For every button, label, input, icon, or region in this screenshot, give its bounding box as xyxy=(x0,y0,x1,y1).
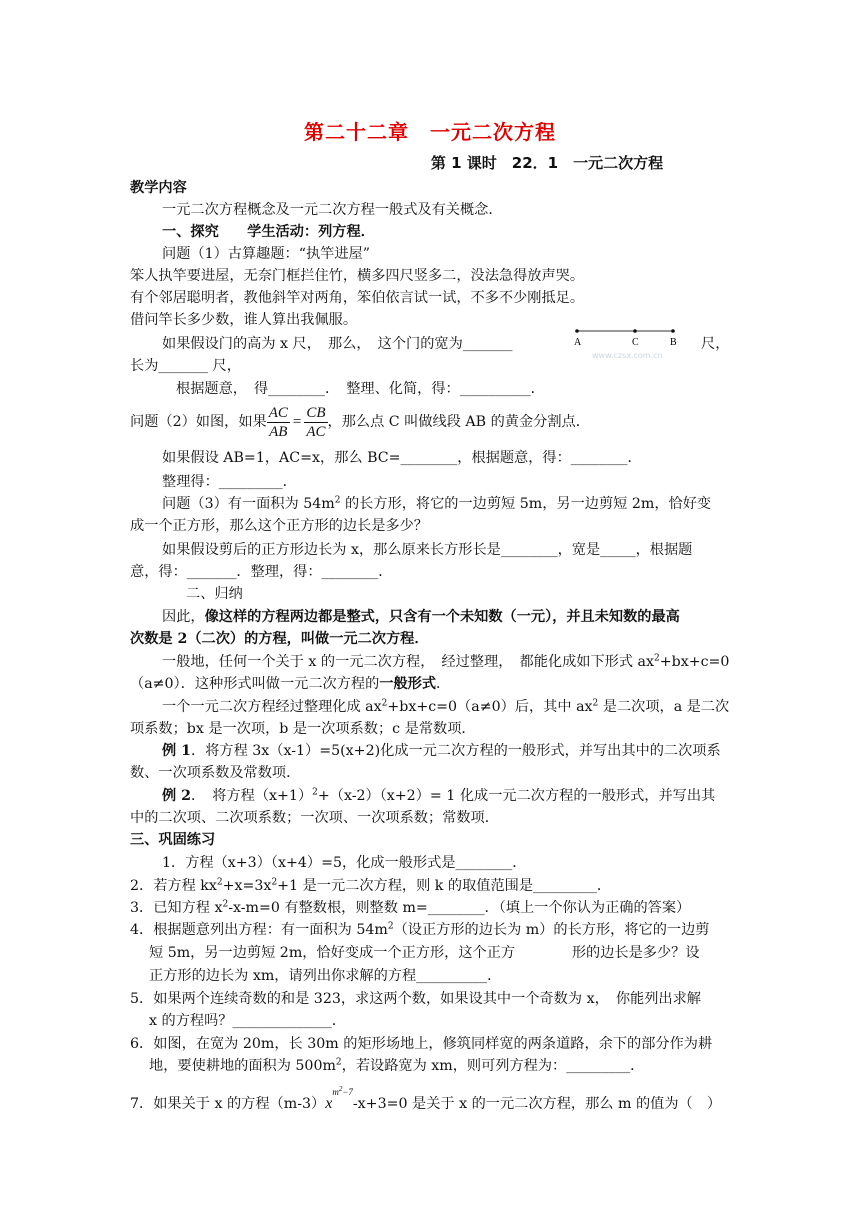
text: 4．根据题意列出方程：有一面积为 54m xyxy=(130,922,388,938)
example xyxy=(162,786,762,806)
lesson-subtitle: 第 1 课时 22．1 一元二次方程 xyxy=(430,154,664,172)
paragraph: 一元二次方程概念及一元二次方程一般式及有关概念． xyxy=(162,202,503,218)
text: -x+3=0 是关于 x 的一元二次方程，那么 m 的值为（ ） xyxy=(352,1096,722,1112)
superscript: 2 xyxy=(381,698,388,709)
superscript: 2 xyxy=(334,495,341,506)
section-heading: 三、巩固练习 xyxy=(130,832,216,848)
exercise-7 xyxy=(130,1085,730,1116)
paragraph: 有个邻居聪明者，教他斜竿对两角，笨伯依言试一试，不多不少刚抵足。 xyxy=(130,290,585,306)
paragraph xyxy=(130,400,730,444)
paragraph: 借问竿长多少数，谁人算出我佩服。 xyxy=(130,312,358,328)
math-exponent: m xyxy=(332,1087,339,1098)
exercise-6: 6．如图，在宽为 20m，长 30m 的矩形场地上，修筑同样宽的两条道路，余下的部分作为耕 xyxy=(130,1036,713,1052)
text: 2．若方程 kx xyxy=(130,878,217,894)
exercise-4-cont: 短 5m，另一边剪短 2m，恰好变成一个正方形，这个正方 形的边长是多少？设 xyxy=(149,945,700,961)
paragraph: 如果假设剪后的正方形边长为 x，那么原来长方形长是________，宽是_____，根据题 xyxy=(162,542,693,558)
fraction-ac-ab xyxy=(267,404,290,441)
paragraph xyxy=(162,652,762,672)
text: ，若设路宽为 xm，则可列方程为：_________． xyxy=(341,1058,645,1074)
example-label: 例 1 xyxy=(162,743,191,759)
text: 问题（3）有一面积为 54m xyxy=(162,496,335,512)
text: （设正方形的边长为 m）的长方形，将它的一边剪 xyxy=(393,922,710,938)
section-heading: 教学内容 xyxy=(130,180,187,196)
denominator: AB xyxy=(269,423,288,440)
paragraph: 数、一次项系数及常数项． xyxy=(130,765,301,781)
paragraph xyxy=(162,697,762,717)
paragraph: 长为_______ 尺， xyxy=(130,358,241,374)
exercise-3 xyxy=(130,898,730,918)
paragraph: 如果假设 AB=1，AC=x，那么 BC=________，根据题意，得：________． xyxy=(162,450,642,466)
text: 地，要使耕地的面积为 500m xyxy=(149,1058,336,1074)
point-c-label: C xyxy=(632,337,639,348)
exercise-5-cont: x 的方程吗？______________． xyxy=(149,1013,346,1029)
text: +bx+c=0 xyxy=(659,654,730,670)
paragraph: 中的二次项、二次项系数；一次项、一次项系数；常数项． xyxy=(130,810,499,826)
watermark: www.czsx.com.cn xyxy=(592,351,663,360)
superscript: 2 xyxy=(312,787,318,798)
section-heading xyxy=(162,222,762,242)
superscript: 2 xyxy=(222,899,229,910)
exercise-5: 5．如果两个连续奇数的和是 323，求这两个数，如果设其中一个奇数为 x， 你能列出求解 xyxy=(130,991,701,1007)
paragraph: 问题（1）古算趣题：“执竿进屋” xyxy=(162,246,370,262)
numerator: CB xyxy=(306,404,326,421)
text: 是二次项，a 是二次 xyxy=(598,699,730,715)
term-general-form: 一般形式 xyxy=(379,676,437,692)
superscript: 2 xyxy=(216,877,223,888)
text: 7．如果关于 x 的方程（m-3） xyxy=(130,1096,326,1112)
superscript: 2 xyxy=(592,698,599,709)
text: ，那么点 C 叫做线段 AB 的黄金分割点． xyxy=(327,414,590,430)
paragraph: 根据题意， 得________． 整理、化简，得：__________． xyxy=(176,381,545,397)
paragraph xyxy=(130,674,730,694)
paragraph: 意，得：_______．整理，得：________． xyxy=(130,564,393,580)
denominator: AC xyxy=(306,423,326,440)
text: ． xyxy=(436,676,451,692)
text: 3．已知方程 x xyxy=(130,900,223,916)
equals-sign: = xyxy=(292,414,302,430)
paragraph xyxy=(162,494,762,514)
fraction-cb-ac xyxy=(304,404,327,441)
text: +bx+c=0（a≠0）后，其中 ax xyxy=(387,699,593,715)
paragraph: 成一个正方形，那么这个正方形的边长是多少？ xyxy=(130,518,428,534)
chapter-title: 第二十二章 一元二次方程 xyxy=(304,120,556,144)
point-a-label: A xyxy=(574,337,582,348)
definition-text: 像这样的方程两边都是整式，只含有一个未知数（一元），并且未知数的最高 xyxy=(204,609,680,625)
text: 问题（2）如图，如果 xyxy=(130,414,267,430)
superscript: 2 xyxy=(271,877,278,888)
text: +x=3x xyxy=(222,878,272,894)
paragraph: 尺， xyxy=(701,336,730,352)
exercise-4 xyxy=(130,920,730,940)
text: 因此， xyxy=(162,609,205,625)
math-exponent-sup: 2 xyxy=(338,1085,343,1094)
exercise-6-cont xyxy=(149,1056,749,1076)
numerator: AC xyxy=(268,404,288,421)
superscript: 2 xyxy=(387,921,394,932)
text: -x-m=0 有整数根，则整数 m=________．（填上一个你认为正确的答案） xyxy=(228,900,691,916)
text: 的长方形，将它的一边剪短 5m，另一边剪短 2m，恰好变 xyxy=(340,496,712,512)
exercise-4-cont: 正方形的边长为 xm，请列出你求解的方程__________． xyxy=(149,968,502,984)
text: ．将方程 3x（x-1）=5(x+2)化成一元二次方程的一般形式，并写出其中的二次项系 xyxy=(191,743,721,759)
point-b-label: B xyxy=(670,337,677,348)
math-exponent-tail: −7 xyxy=(342,1087,353,1098)
example-label: 例 2 xyxy=(162,788,191,804)
paragraph: 整理得：_________． xyxy=(162,474,297,490)
text: 一、探究 学生活动：列方程． xyxy=(162,224,375,240)
text: +（x-2）（x+2）= 1 化成一元二次方程的一般形式，并写出其 xyxy=(317,788,716,804)
exercise-1: 1．方程（x+3）（x+4）=5，化成一般形式是________． xyxy=(162,855,527,871)
math-base: x xyxy=(325,1095,333,1112)
example xyxy=(162,741,762,761)
paragraph: 笨人执竿要进屋，无奈门框拦住竹，横多四尺竖多二，没法急得放声哭。 xyxy=(130,268,585,284)
superscript: 2 xyxy=(653,653,660,664)
definition-text: 次数是 2（二次）的方程，叫做一元二次方程． xyxy=(130,631,429,647)
text: 一个一元二次方程经过整理化成 ax xyxy=(162,699,382,715)
text: 一般地，任何一个关于 x 的一元二次方程， 经过整理， 都能化成如下形式 ax xyxy=(162,654,654,670)
text: ． 将方程（x+1） xyxy=(191,788,313,804)
section-heading: 二、归纳 xyxy=(186,586,243,602)
paragraph: 项系数；bx 是一次项，b 是一次项系数；c 是常数项． xyxy=(130,721,476,737)
text: +1 是一元二次方程，则 k 的取值范围是_________． xyxy=(277,878,612,894)
paragraph xyxy=(162,607,762,627)
superscript: 2 xyxy=(335,1057,342,1068)
exercise-2 xyxy=(130,876,730,896)
text: （a≠0）．这种形式叫做一元二次方程的 xyxy=(130,676,380,692)
paragraph: 如果假设门的高为 x 尺， 那么， 这个门的宽为_______ xyxy=(162,336,513,352)
